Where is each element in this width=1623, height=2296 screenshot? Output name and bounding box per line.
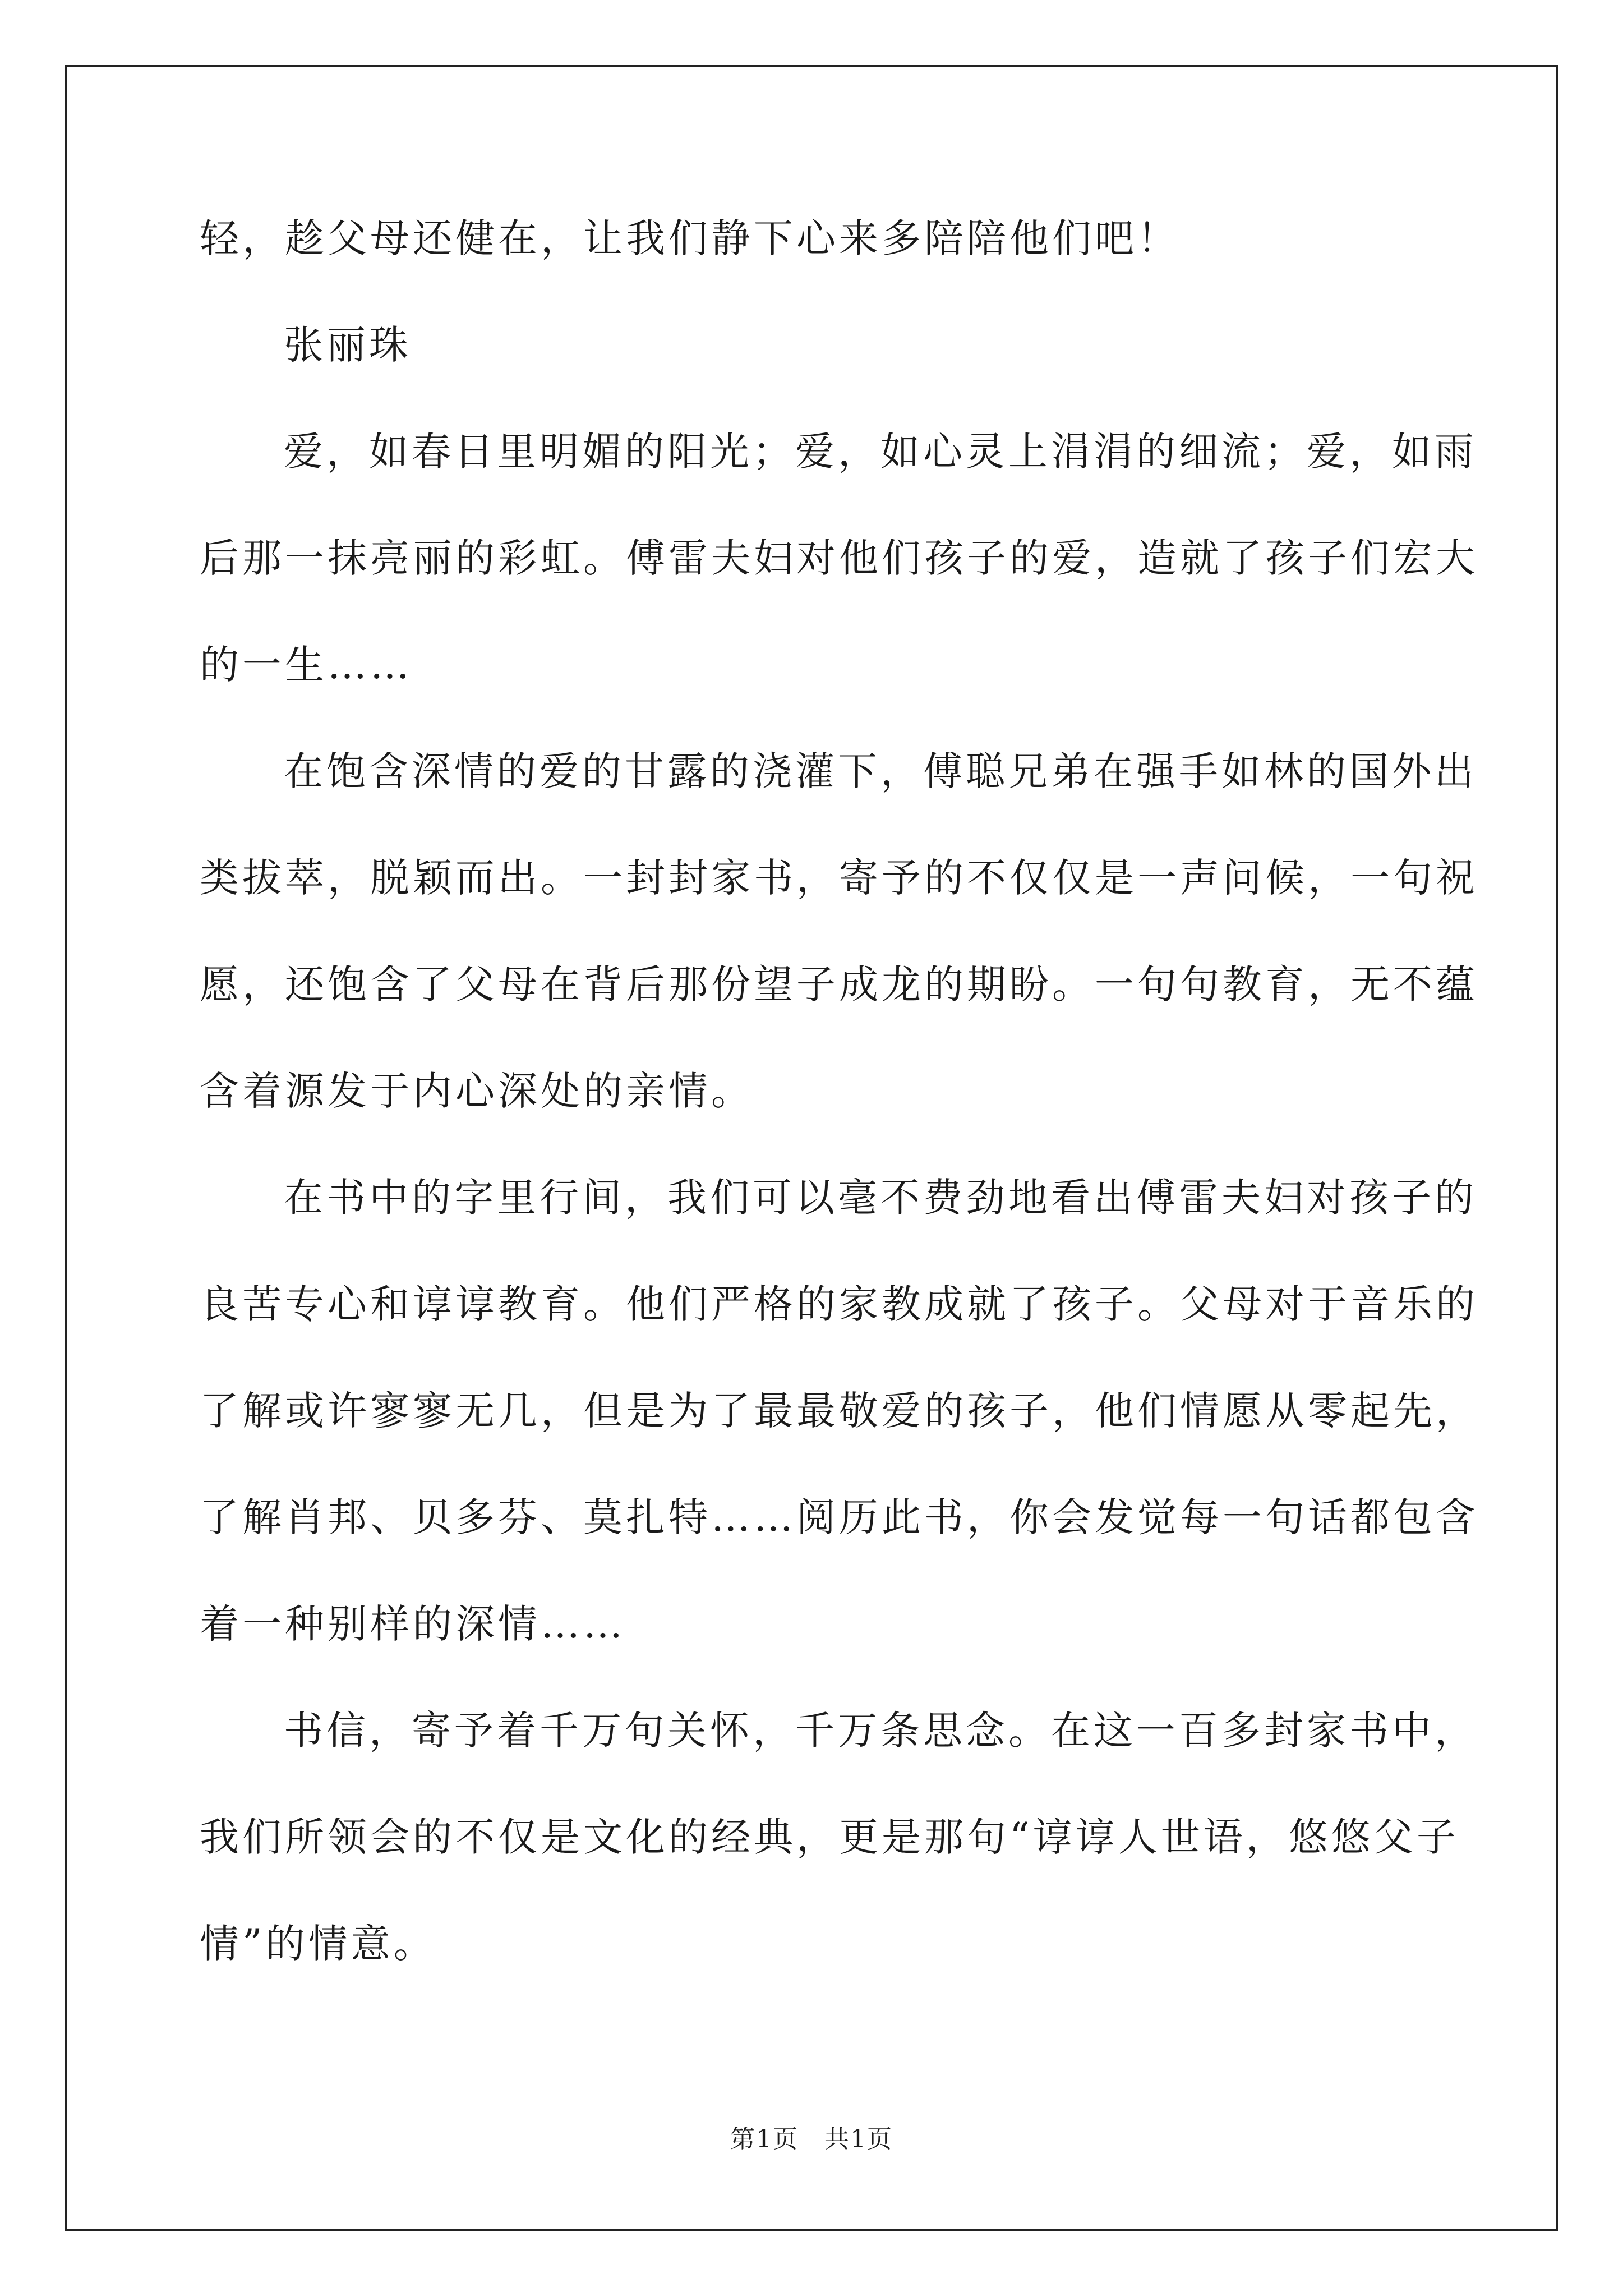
text-line-6: 在饱含深情的爱的甘露的浇灌下，傅聪兄弟在强手如林的国外出	[284, 748, 1477, 794]
text-line-3: 爱，如春日里明媚的阳光；爱，如心灵上涓涓的细流；爱，如雨	[284, 429, 1477, 475]
text-line-14: 着一种别样的深情……	[200, 1601, 626, 1647]
text-line-11: 良苦专心和谆谆教育。他们严格的家教成就了孩子。父母对于音乐的	[200, 1281, 1478, 1327]
text-line-17: 情”的情意。	[200, 1921, 436, 1967]
text-line-1: 轻，趁父母还健在，让我们静下心来多陪陪他们吧！	[200, 215, 1180, 261]
page-number-current: 第1页	[730, 2125, 799, 2154]
text-line-15: 书信，寄予着千万句关怀，千万条思念。在这一百多封家书中，	[284, 1708, 1477, 1754]
text-line-16: 我们所领会的不仅是文化的经典，更是那句“谆谆人世语，悠悠父子	[200, 1814, 1459, 1860]
text-line-5: 的一生……	[200, 642, 413, 688]
page-footer	[0, 2123, 1623, 2156]
text-line-8: 愿，还饱含了父母在背后那份望子成龙的期盼。一句句教育，无不蕴	[200, 961, 1478, 1007]
author-name: 张丽珠	[284, 322, 412, 368]
text-line-12: 了解或许寥寥无几，但是为了最最敬爱的孩子，他们情愿从零起先，	[200, 1388, 1478, 1434]
page-border	[65, 65, 1558, 2231]
text-line-4: 后那一抹亮丽的彩虹。傅雷夫妇对他们孩子的爱，造就了孩子们宏大	[200, 535, 1478, 581]
text-line-7: 类拔萃，脱颖而出。一封封家书，寄予的不仅仅是一声问候，一句祝	[200, 855, 1478, 901]
text-line-9: 含着源发于内心深处的亲情。	[200, 1068, 754, 1114]
text-line-13: 了解肖邦、贝多芬、莫扎特……阅历此书，你会发觉每一句话都包含	[200, 1494, 1478, 1540]
page-number-total: 共1页	[824, 2125, 893, 2154]
text-line-10: 在书中的字里行间，我们可以毫不费劲地看出傅雷夫妇对孩子的	[284, 1175, 1477, 1221]
